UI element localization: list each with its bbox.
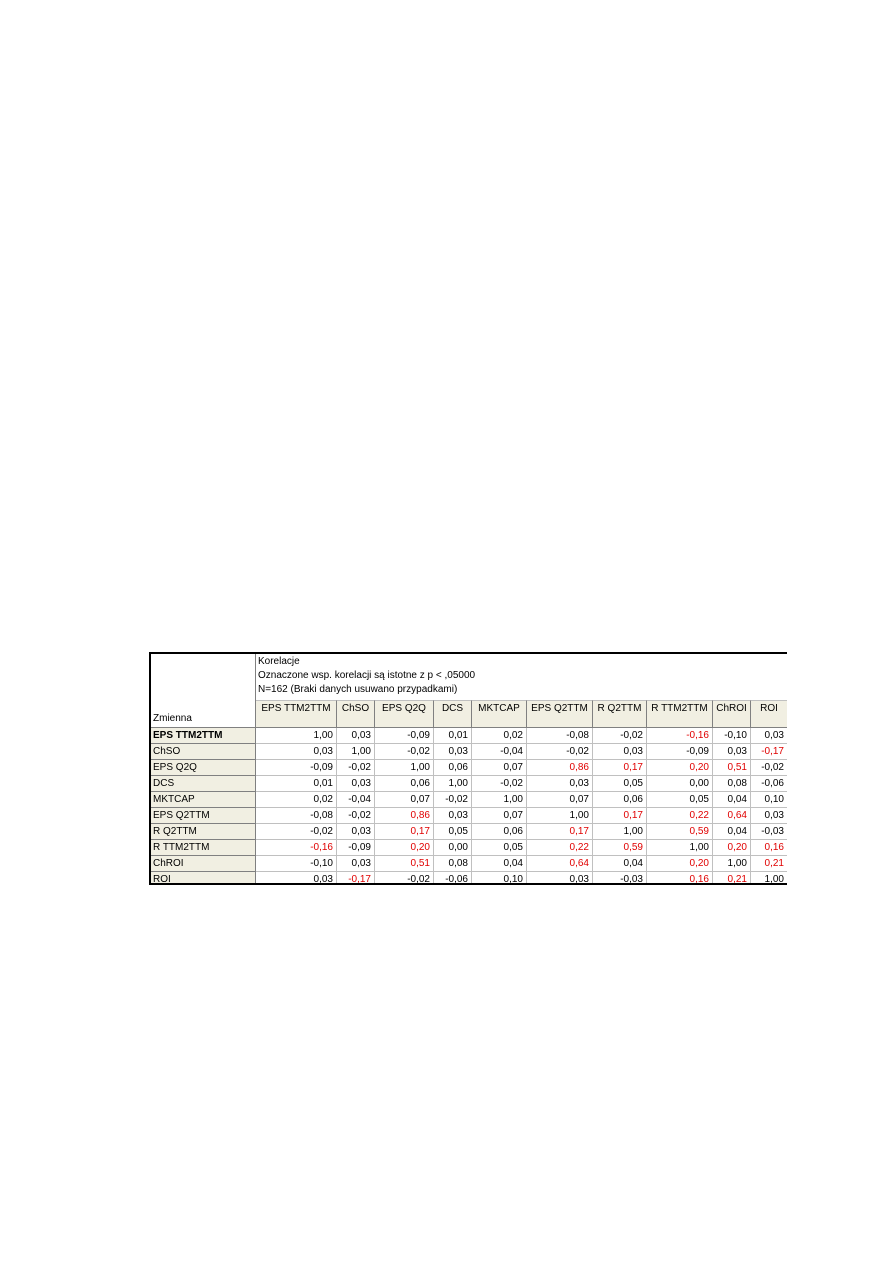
table-cell[interactable]: 0,08 [434, 856, 472, 872]
table-cell[interactable]: 1,00 [593, 824, 647, 840]
table-cell[interactable]: 0,64 [713, 808, 751, 824]
table-cell[interactable]: 1,00 [256, 728, 337, 744]
table-cell[interactable]: 0,17 [593, 760, 647, 776]
table-cell[interactable]: 0,04 [593, 856, 647, 872]
table-cell[interactable]: 0,59 [647, 824, 713, 840]
table-cell[interactable]: 0,00 [647, 776, 713, 792]
table-cell[interactable]: 0,03 [713, 744, 751, 760]
correlation-table [149, 652, 787, 885]
row-header[interactable]: R Q2TTM [151, 824, 256, 840]
table-cell[interactable]: 0,86 [375, 808, 434, 824]
table-cell[interactable]: 1,00 [527, 808, 593, 824]
table-cell[interactable]: -0,17 [337, 872, 375, 885]
table-cell[interactable]: 0,20 [647, 856, 713, 872]
table-cell[interactable]: 0,05 [472, 840, 527, 856]
table-cell[interactable]: -0,04 [472, 744, 527, 760]
table-cell[interactable]: -0,02 [472, 776, 527, 792]
table-cell[interactable]: 0,03 [337, 856, 375, 872]
table-header-info [256, 654, 787, 700]
table-cell[interactable]: 0,17 [375, 824, 434, 840]
table-cell[interactable]: 0,03 [256, 872, 337, 885]
table-cell[interactable]: 0,03 [527, 872, 593, 885]
table-cell[interactable]: -0,02 [527, 744, 593, 760]
table-cell[interactable]: 0,02 [472, 728, 527, 744]
table-cell[interactable]: 1,00 [472, 792, 527, 808]
row-header[interactable]: EPS TTM2TTM [151, 728, 256, 744]
table-cell[interactable]: -0,10 [713, 728, 751, 744]
table-cell[interactable]: 0,22 [527, 840, 593, 856]
table-cell[interactable]: -0,02 [593, 728, 647, 744]
table-cell[interactable]: 1,00 [434, 776, 472, 792]
table-cell[interactable]: 1,00 [375, 760, 434, 776]
table-cell[interactable]: -0,10 [256, 856, 337, 872]
table-cell[interactable]: 0,51 [713, 760, 751, 776]
table-cell[interactable]: 0,03 [434, 744, 472, 760]
table-cell[interactable]: 0,03 [337, 728, 375, 744]
table-cell[interactable]: 0,03 [593, 744, 647, 760]
column-header[interactable]: DCS [434, 700, 472, 728]
table-cell[interactable]: 0,06 [593, 792, 647, 808]
table-cell[interactable]: -0,06 [434, 872, 472, 885]
column-header[interactable]: ChSO [337, 700, 375, 728]
row-header[interactable]: ROI [151, 872, 256, 885]
row-header[interactable]: R TTM2TTM [151, 840, 256, 856]
stub-header [151, 654, 256, 728]
table-cell[interactable]: -0,02 [375, 744, 434, 760]
table-cell[interactable]: 0,17 [593, 808, 647, 824]
table-note: Oznaczone wsp. korelacji są istotne z p < ,05000 [258, 670, 476, 681]
row-header[interactable]: EPS Q2TTM [151, 808, 256, 824]
table-cell[interactable]: -0,02 [751, 760, 787, 776]
table-title: Korelacje [258, 656, 300, 667]
table-cell[interactable]: 0,20 [647, 760, 713, 776]
table-cell[interactable]: 0,17 [527, 824, 593, 840]
table-cell[interactable]: 0,02 [256, 792, 337, 808]
table-cell[interactable]: 0,05 [647, 792, 713, 808]
table-cell[interactable]: 0,06 [472, 824, 527, 840]
table-cell[interactable]: -0,08 [256, 808, 337, 824]
table-cell[interactable]: 0,01 [256, 776, 337, 792]
column-header[interactable]: MKTCAP [472, 700, 527, 728]
stub-label: Zmienna [153, 713, 192, 724]
table-cell[interactable]: 1,00 [751, 872, 787, 885]
table-cell[interactable]: 0,05 [593, 776, 647, 792]
table-cell[interactable]: 0,51 [375, 856, 434, 872]
table-cell[interactable]: -0,06 [751, 776, 787, 792]
table-cell[interactable]: 0,21 [713, 872, 751, 885]
table-cell[interactable]: 0,10 [751, 792, 787, 808]
table-cell[interactable]: -0,09 [337, 840, 375, 856]
table-cell[interactable]: -0,02 [256, 824, 337, 840]
table-cell[interactable]: 0,16 [751, 840, 787, 856]
column-header[interactable]: ChROI [713, 700, 751, 728]
table-cell[interactable]: 0,03 [434, 808, 472, 824]
row-header[interactable]: MKTCAP [151, 792, 256, 808]
row-header[interactable]: DCS [151, 776, 256, 792]
table-cell[interactable]: 0,07 [472, 808, 527, 824]
table-cell[interactable]: -0,09 [375, 728, 434, 744]
table-cell[interactable]: 0,03 [256, 744, 337, 760]
table-cell[interactable]: 0,07 [472, 760, 527, 776]
table-cell[interactable]: -0,02 [337, 760, 375, 776]
column-header[interactable]: EPS TTM2TTM [256, 700, 337, 728]
table-cell[interactable]: 0,07 [527, 792, 593, 808]
table-cell[interactable]: 1,00 [713, 856, 751, 872]
table-cell[interactable]: 0,00 [434, 840, 472, 856]
column-header[interactable]: R Q2TTM [593, 700, 647, 728]
table-cell[interactable]: 0,10 [472, 872, 527, 885]
table-cell[interactable]: 0,04 [472, 856, 527, 872]
column-header[interactable]: R TTM2TTM [647, 700, 713, 728]
row-header[interactable]: ChSO [151, 744, 256, 760]
column-header[interactable]: EPS Q2TTM [527, 700, 593, 728]
table-cell[interactable]: 0,21 [751, 856, 787, 872]
table-cell[interactable]: -0,16 [647, 728, 713, 744]
table-cell[interactable]: 0,06 [375, 776, 434, 792]
table-cell[interactable]: 0,04 [713, 792, 751, 808]
table-cell[interactable]: -0,16 [256, 840, 337, 856]
table-cell[interactable]: -0,09 [256, 760, 337, 776]
table-cell[interactable]: 0,03 [751, 728, 787, 744]
table-cell[interactable]: 0,07 [375, 792, 434, 808]
table-cell[interactable]: 0,04 [713, 824, 751, 840]
table-cell[interactable]: 0,86 [527, 760, 593, 776]
table-cell[interactable]: -0,02 [337, 808, 375, 824]
table-cell[interactable]: 0,64 [527, 856, 593, 872]
table-cell[interactable]: -0,09 [647, 744, 713, 760]
table-cell[interactable]: 0,03 [337, 776, 375, 792]
table-cell[interactable]: -0,03 [593, 872, 647, 885]
table-cell[interactable]: -0,08 [527, 728, 593, 744]
table-cell[interactable]: -0,02 [375, 872, 434, 885]
column-header[interactable]: ROI [751, 700, 787, 728]
table-n-line: N=162 (Braki danych usuwano przypadkami) [258, 684, 458, 695]
table-cell[interactable]: 0,03 [751, 808, 787, 824]
row-header[interactable]: ChROI [151, 856, 256, 872]
table-cell[interactable]: 0,08 [713, 776, 751, 792]
table-cell[interactable]: -0,02 [434, 792, 472, 808]
table-cell[interactable]: -0,17 [751, 744, 787, 760]
row-header[interactable]: EPS Q2Q [151, 760, 256, 776]
table-cell[interactable]: -0,03 [751, 824, 787, 840]
table-cell[interactable]: 0,20 [713, 840, 751, 856]
table-cell[interactable]: 0,16 [647, 872, 713, 885]
table-cell[interactable]: 1,00 [337, 744, 375, 760]
table-cell[interactable]: 0,06 [434, 760, 472, 776]
table-cell[interactable]: -0,04 [337, 792, 375, 808]
table-cell[interactable]: 0,20 [375, 840, 434, 856]
table-cell[interactable]: 0,01 [434, 728, 472, 744]
table-cell[interactable]: 0,03 [527, 776, 593, 792]
table-cell[interactable]: 0,05 [434, 824, 472, 840]
column-header[interactable]: EPS Q2Q [375, 700, 434, 728]
table-cell[interactable]: 0,59 [593, 840, 647, 856]
table-cell[interactable]: 0,03 [337, 824, 375, 840]
table-cell[interactable]: 1,00 [647, 840, 713, 856]
table-cell[interactable]: 0,22 [647, 808, 713, 824]
